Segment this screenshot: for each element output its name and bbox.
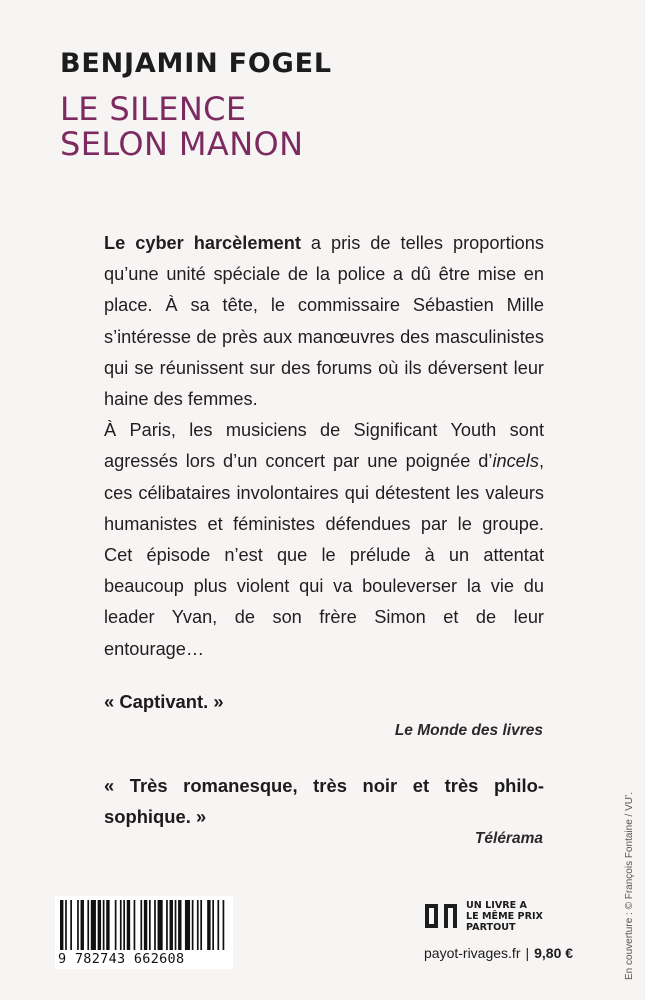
review-source-1: Le Monde des livres <box>394 722 543 739</box>
fixed-price-line-1: UN LIVRE A <box>466 900 527 911</box>
author-name: BENJAMIN FOGEL <box>60 48 332 79</box>
isbn-number: 9 782743 662608 <box>58 951 185 967</box>
fixed-price-label <box>466 900 543 933</box>
synopsis-italic-word: incels <box>492 451 539 472</box>
review-quote-1: « Captivant. » <box>104 691 224 712</box>
book-price: 9,80 € <box>534 945 574 961</box>
book-title <box>60 92 303 162</box>
footer-separator: | <box>525 945 530 961</box>
synopsis-paragraph-2 <box>104 415 544 665</box>
book-logo-icon <box>424 903 460 929</box>
fixed-price-line-3: PARTOUT <box>466 922 516 933</box>
publisher-footer <box>424 945 573 961</box>
review-quote-2: « Très romanesque, très noir et très philosophique. » <box>104 775 544 827</box>
publisher-website: payot-rivages.fr <box>424 945 521 961</box>
fixed-price-line-2: LE MÊME PRIX <box>466 911 543 922</box>
barcode-graphic <box>60 900 226 950</box>
synopsis-lead: Le cyber harcèlement <box>104 233 301 253</box>
synopsis <box>104 228 544 665</box>
synopsis-paragraph-1-text: a pris de telles proportions qu’une unité spéciale de la police a dû être mise en place. À sa tête, le commissaire Sébastien Mille s’intéresse de près aux manœuvres des masculinistes qui se réunissent sur des forums où ils déversent leur haine des femmes. <box>104 233 544 410</box>
synopsis-paragraph-1 <box>104 228 544 415</box>
synopsis-paragraph-2-start: À Paris, les musiciens de Significant Youth sont agressés lors d’un concert par une poignée d’ <box>104 420 544 472</box>
review-source-2: Télérama <box>474 830 543 847</box>
title-line-2: SELON MANON <box>60 125 304 163</box>
synopsis-paragraph-2-text: , ces célibataires involontaires qui détestent les valeurs humanistes et féministes défendues par le groupe. Cet épisode n’est que le prélude à un attentat beaucoup plus violent qui va bouleverser la vie du leader Yvan, de son frère Simon et de leur entourage… <box>104 451 544 659</box>
cover-photo-credit: En couverture : © François Fontaine / VU’. <box>624 791 635 980</box>
title-line-1: LE SILENCE <box>60 90 247 128</box>
